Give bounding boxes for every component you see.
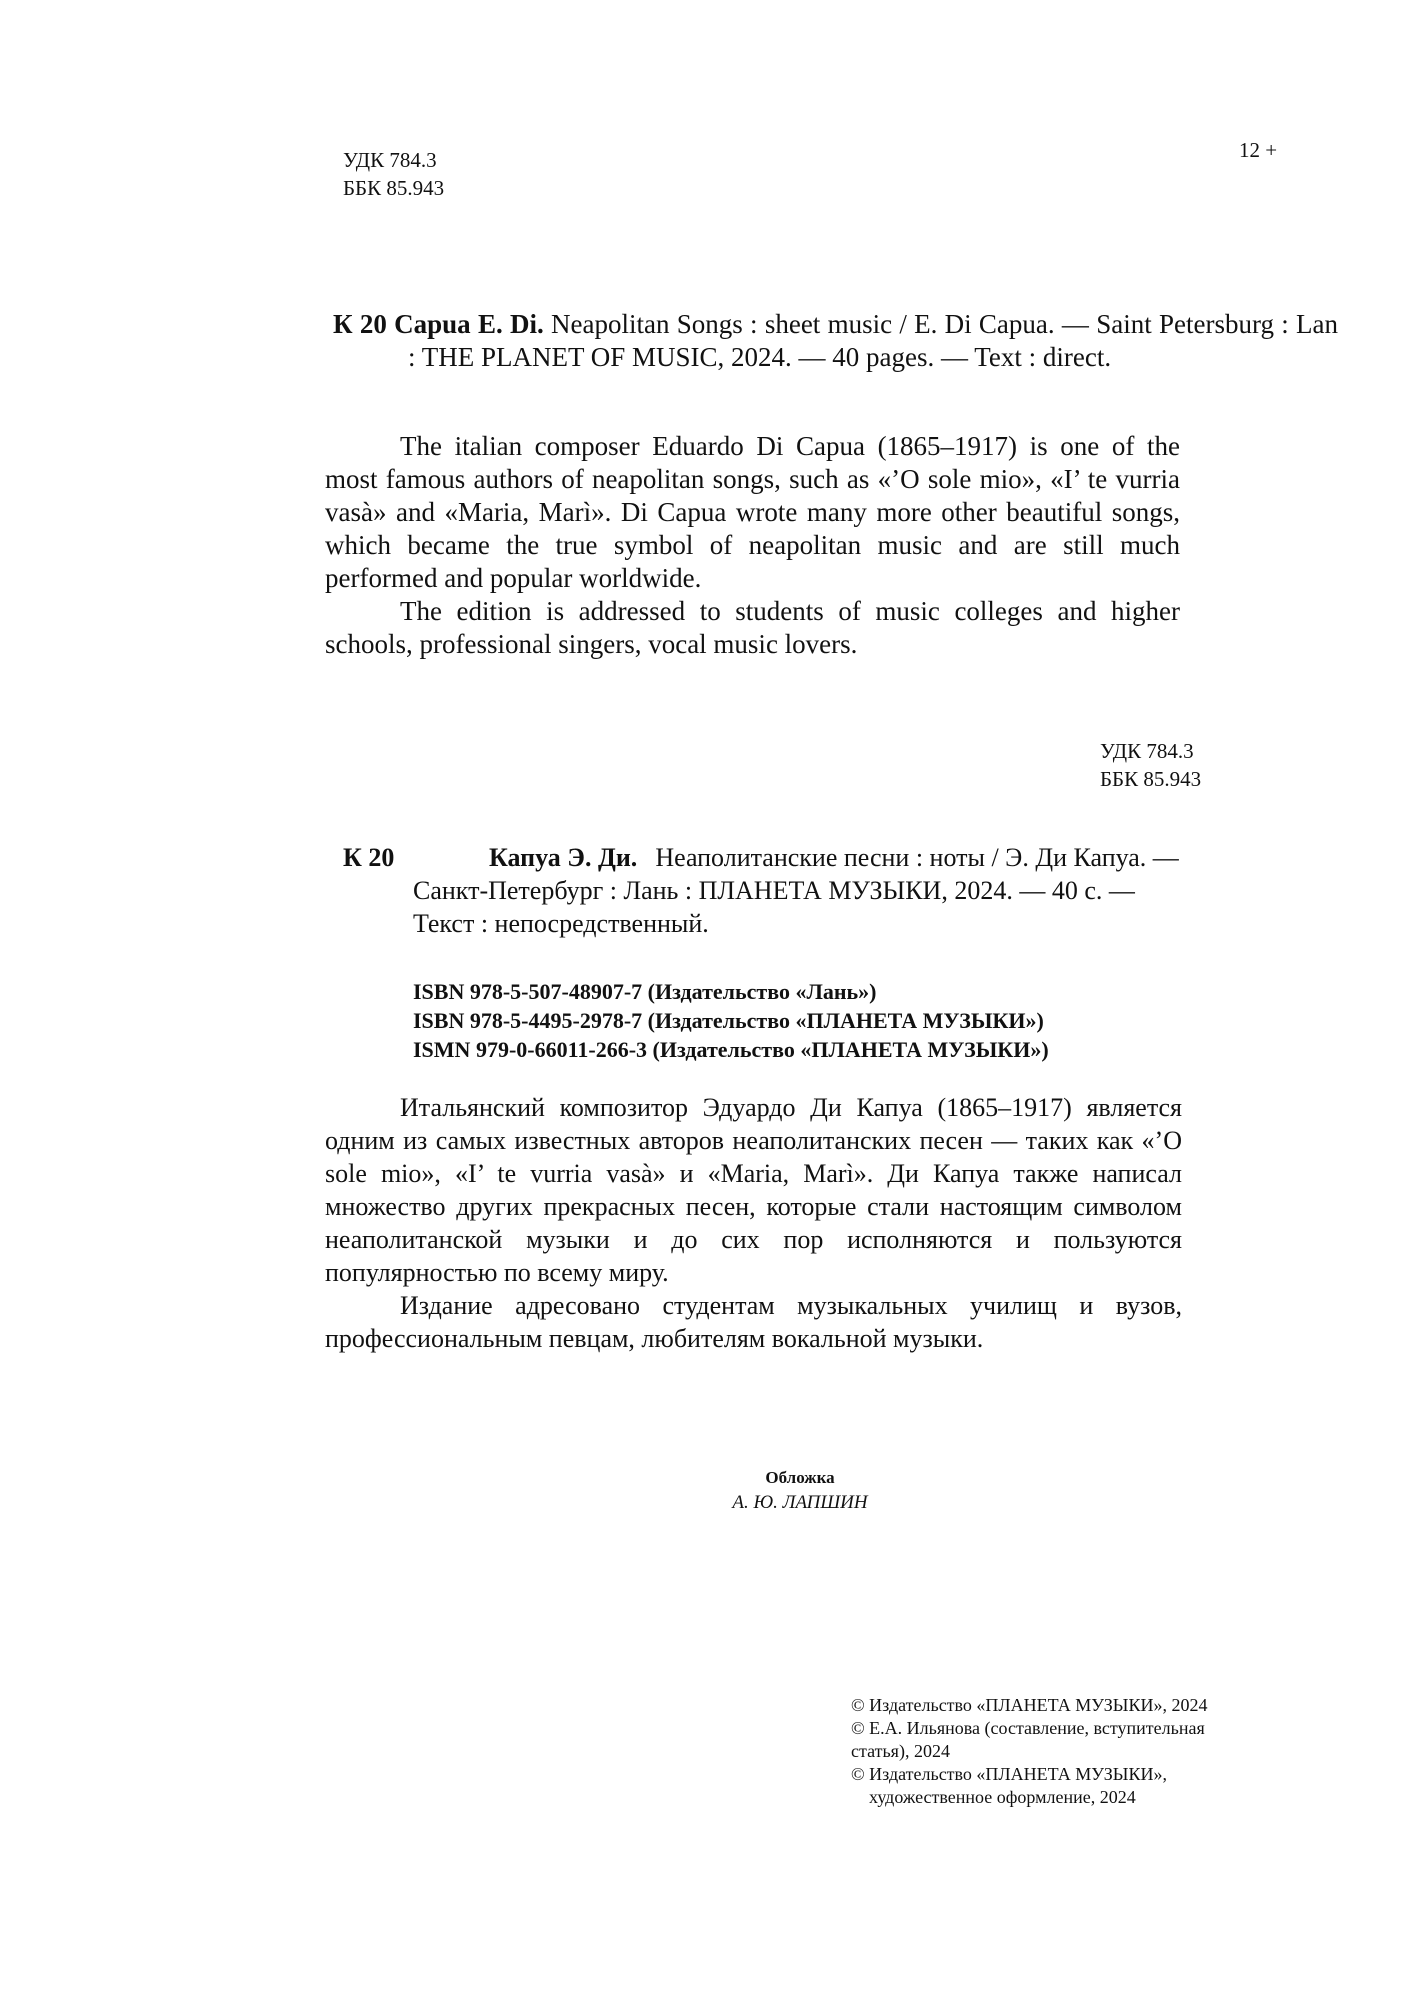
english-code: К 20 (333, 309, 387, 339)
english-udk: УДК 784.3 (343, 148, 437, 172)
isbn-planet: ISBN 978-5-4495-2978-7 (Издательство «ПЛАНЕТА МУЗЫКИ») (413, 1008, 1044, 1033)
russian-annotation-paragraph-1: Итальянский композитор Эдуардо Ди Капуа (1865–1917) является одним из самых известных авторов неаполитанских песен — таких как «’O sole mio», «I’ te vurria vasà» и «Maria, Marì». Ди Капуа также написал множество других прекрасных песен, которые стали настоящим символом неаполитанской музыки и до сих пор исполняются и пользуются популярностью по всему миру. (325, 1093, 1182, 1287)
russian-biblio-line-3: Текст : непосредственный. (413, 909, 709, 938)
copyright-block (851, 1694, 1207, 1809)
russian-code: К 20 (343, 843, 395, 872)
russian-biblio-line-2: Санкт-Петербург : Лань : ПЛАНЕТА МУЗЫКИ, 2024. — 40 с. — (413, 876, 1135, 905)
english-author: Capua E. Di. (394, 309, 544, 339)
cover-artist: А. Ю. ЛАПШИН (732, 1492, 868, 1513)
russian-author: Капуа Э. Ди. (489, 843, 638, 872)
russian-bibliographic-record (343, 841, 1263, 940)
copyright-line-2: © Е.А. Ильянова (составление, вступительная (851, 1718, 1205, 1738)
russian-udk: УДК 784.3 (1100, 739, 1194, 763)
cover-label: Обложка (765, 1468, 835, 1487)
russian-classification (1100, 737, 1201, 793)
copyright-line-3: статья), 2024 (851, 1741, 950, 1761)
english-annotation (325, 430, 1180, 661)
copyright-line-1: © Издательство «ПЛАНЕТА МУЗЫКИ», 2024 (851, 1695, 1208, 1715)
copyright-line-5: художественное оформление, 2024 (869, 1787, 1136, 1807)
cover-credit (650, 1465, 950, 1515)
english-biblio-description: Neapolitan Songs : sheet music / E. Di Capua. — Saint Petersburg : Lan : THE PLANET OF MUSIC, 2024. — 40 pages. — Text : direct. (408, 309, 1339, 372)
age-rating: 12 + (1239, 138, 1278, 162)
isbn-block (413, 977, 1049, 1064)
copyright-line-4: © Издательство «ПЛАНЕТА МУЗЫКИ», (851, 1764, 1167, 1784)
english-bibliographic-record (333, 308, 1338, 374)
russian-biblio-line-1: Неаполитанские песни : ноты / Э. Ди Капуа. — (655, 843, 1179, 872)
english-bbk: ББК 85.943 (343, 176, 445, 200)
ismn-planet: ISMN 979-0-66011-266-3 (Издательство «ПЛАНЕТА МУЗЫКИ») (413, 1037, 1049, 1062)
isbn-lan: ISBN 978-5-507-48907-7 (Издательство «Лань») (413, 979, 877, 1004)
english-annotation-paragraph-1: The italian composer Eduardo Di Capua (1865–1917) is one of the most famous authors of neapolitan songs, such as «’O sole mio», «I’ te vurria vasà» and «Maria, Marì». Di Capua wrote many more other beautiful songs, which became the true symbol of neapolitan music and are still much performed and popular worldwide. (325, 431, 1180, 593)
english-classification (343, 146, 444, 202)
russian-annotation-paragraph-2: Издание адресовано студентам музыкальных училищ и вузов, профессиональным певцам, любителям вокальной музыки. (325, 1291, 1182, 1353)
russian-bbk: ББК 85.943 (1100, 767, 1202, 791)
english-annotation-paragraph-2: The edition is addressed to students of music colleges and higher schools, professional singers, vocal music lovers. (325, 596, 1180, 659)
russian-annotation (325, 1091, 1182, 1355)
